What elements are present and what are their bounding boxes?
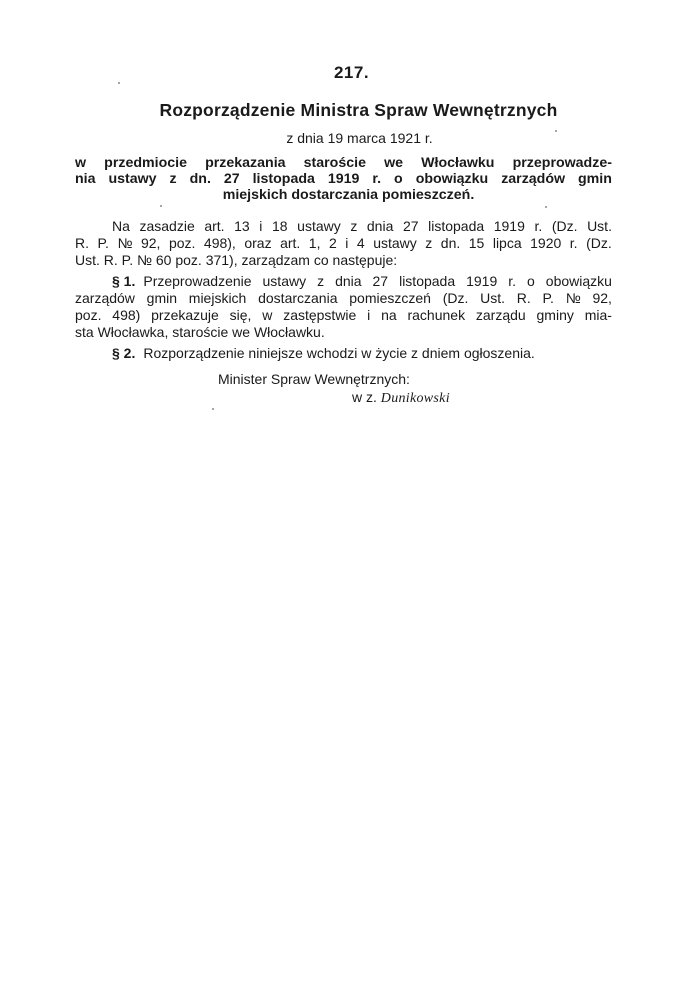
word: nia bbox=[75, 171, 96, 187]
word: 1920 bbox=[530, 235, 562, 251]
word: z bbox=[425, 235, 433, 251]
word: art. bbox=[204, 218, 225, 234]
word: w bbox=[262, 307, 273, 323]
word: Włocławku bbox=[421, 155, 495, 171]
section-1-line bbox=[75, 290, 612, 307]
word: Ust. bbox=[587, 218, 612, 234]
act-subject bbox=[75, 155, 612, 203]
word: 1919 bbox=[493, 218, 525, 234]
word: we bbox=[384, 155, 404, 171]
word: w bbox=[75, 155, 87, 171]
word: gminy bbox=[536, 307, 574, 323]
word: staroście bbox=[303, 155, 366, 171]
word: dnia bbox=[335, 273, 362, 289]
signature-title: Minister Spraw Wewnętrznych: bbox=[218, 371, 410, 387]
preamble-line bbox=[75, 218, 612, 235]
word: poz. bbox=[168, 235, 196, 251]
section-1-first-line bbox=[75, 273, 612, 290]
word: zastępstwie bbox=[283, 307, 357, 323]
word: o bbox=[394, 171, 403, 187]
act-number: 217. bbox=[333, 63, 370, 82]
scan-speck bbox=[212, 408, 214, 410]
signature-name: Dunikowski bbox=[380, 391, 450, 406]
word: r. bbox=[508, 273, 517, 289]
word: 1919 bbox=[327, 171, 360, 187]
section-1-mark: § 1. bbox=[112, 273, 136, 289]
act-date: z dnia 19 marca 1921 r. bbox=[286, 130, 433, 146]
word: 1919 bbox=[466, 273, 498, 289]
word: zasadzie bbox=[139, 218, 195, 234]
preamble-paragraph bbox=[75, 218, 612, 269]
word: przekazania bbox=[205, 155, 286, 171]
subject-line bbox=[75, 171, 612, 187]
word: № bbox=[117, 235, 133, 251]
section-1-line: sta Włocławka, staroście we Włocławku. bbox=[75, 324, 325, 340]
word: R. bbox=[516, 290, 531, 306]
word: 27 bbox=[223, 171, 240, 187]
word: i bbox=[367, 307, 371, 323]
section-2-line bbox=[75, 345, 612, 362]
subject-line: miejskich dostarczania pomieszczeń. bbox=[222, 187, 475, 203]
word: (Dz. bbox=[442, 290, 469, 306]
preamble-line bbox=[75, 235, 612, 252]
word: listopada bbox=[428, 218, 485, 234]
word: 4 bbox=[356, 235, 365, 251]
word: dostarczania bbox=[258, 290, 338, 306]
word: 18 bbox=[272, 218, 288, 234]
word: art. bbox=[280, 235, 301, 251]
word: ustawy bbox=[262, 273, 307, 289]
word: zarządów bbox=[501, 171, 566, 187]
scan-speck bbox=[545, 206, 547, 208]
word: oraz bbox=[244, 235, 272, 251]
word: na bbox=[381, 307, 397, 323]
word: przeprowadze- bbox=[512, 155, 612, 171]
subject-line bbox=[75, 155, 612, 171]
word: miejskich bbox=[188, 290, 247, 306]
scan-speck bbox=[555, 130, 557, 132]
preamble-line: Ust. R. P. № 60 poz. 371), zarządzam co następuje: bbox=[75, 252, 398, 268]
word: gmin bbox=[578, 171, 612, 187]
word: dn. bbox=[189, 171, 211, 187]
word: 2 bbox=[328, 235, 337, 251]
word: 1, bbox=[308, 235, 321, 251]
word: zarządu bbox=[475, 307, 526, 323]
word: ustawy bbox=[373, 235, 417, 251]
act-body bbox=[75, 218, 612, 366]
word: zarządów bbox=[75, 290, 135, 306]
word: № bbox=[565, 290, 581, 306]
scan-speck bbox=[118, 82, 120, 84]
signature-line bbox=[352, 389, 450, 407]
word: ustawy bbox=[297, 218, 341, 234]
word: i bbox=[259, 218, 263, 234]
word: r. bbox=[569, 235, 578, 251]
word: Ust. bbox=[480, 290, 506, 306]
word: mia- bbox=[584, 307, 612, 323]
word: (Dz. bbox=[551, 218, 578, 234]
word: poz. bbox=[75, 307, 102, 323]
word: P. bbox=[97, 235, 109, 251]
word: Na bbox=[112, 218, 130, 234]
word: r. bbox=[372, 171, 382, 187]
word: R. bbox=[75, 235, 89, 251]
word: przedmiocie bbox=[104, 155, 187, 171]
word: listopada bbox=[399, 273, 456, 289]
section-1-paragraph bbox=[75, 273, 612, 341]
word: i bbox=[345, 235, 349, 251]
word: obowiązku bbox=[545, 273, 612, 289]
section-1-line bbox=[75, 307, 612, 324]
word: Przeprowadzenie bbox=[143, 273, 252, 289]
word: z bbox=[350, 218, 358, 234]
word: się, bbox=[229, 307, 252, 323]
word: r. bbox=[534, 218, 543, 234]
section-2-text: Rozporządzenie niniejsze wchodzi w życie z dniem ogłoszenia. bbox=[143, 345, 535, 361]
word: 15 bbox=[468, 235, 485, 251]
word: pomieszczeń bbox=[349, 290, 431, 306]
word: 92, bbox=[140, 235, 161, 251]
section-1-first-text bbox=[135, 273, 612, 290]
word: z bbox=[317, 273, 325, 289]
word: przekazuje bbox=[151, 307, 219, 323]
scan-speck bbox=[160, 205, 162, 207]
section-2-paragraph bbox=[75, 345, 612, 362]
word: lipca bbox=[492, 235, 522, 251]
word: gmin bbox=[146, 290, 178, 306]
word: 92, bbox=[592, 290, 612, 306]
word: 27 bbox=[402, 218, 419, 234]
word: listopada bbox=[252, 171, 315, 187]
word: P. bbox=[542, 290, 554, 306]
section-2-mark: § 2. bbox=[112, 345, 136, 361]
signature-prefix: w z. bbox=[352, 389, 377, 405]
word: obowiązku bbox=[415, 171, 489, 187]
word: dnia bbox=[366, 218, 394, 234]
word: 27 bbox=[372, 273, 389, 289]
word: o bbox=[527, 273, 535, 289]
word: ustawy bbox=[108, 171, 157, 187]
word: (Dz. bbox=[586, 235, 612, 251]
word: z bbox=[169, 171, 177, 187]
word: rachunek bbox=[407, 307, 466, 323]
word: dn. bbox=[440, 235, 461, 251]
act-title: Rozporządzenie Ministra Spraw Wewnętrznych bbox=[159, 100, 558, 120]
word: 13 bbox=[234, 218, 250, 234]
word: 498) bbox=[112, 307, 141, 323]
word: 498), bbox=[203, 235, 236, 251]
